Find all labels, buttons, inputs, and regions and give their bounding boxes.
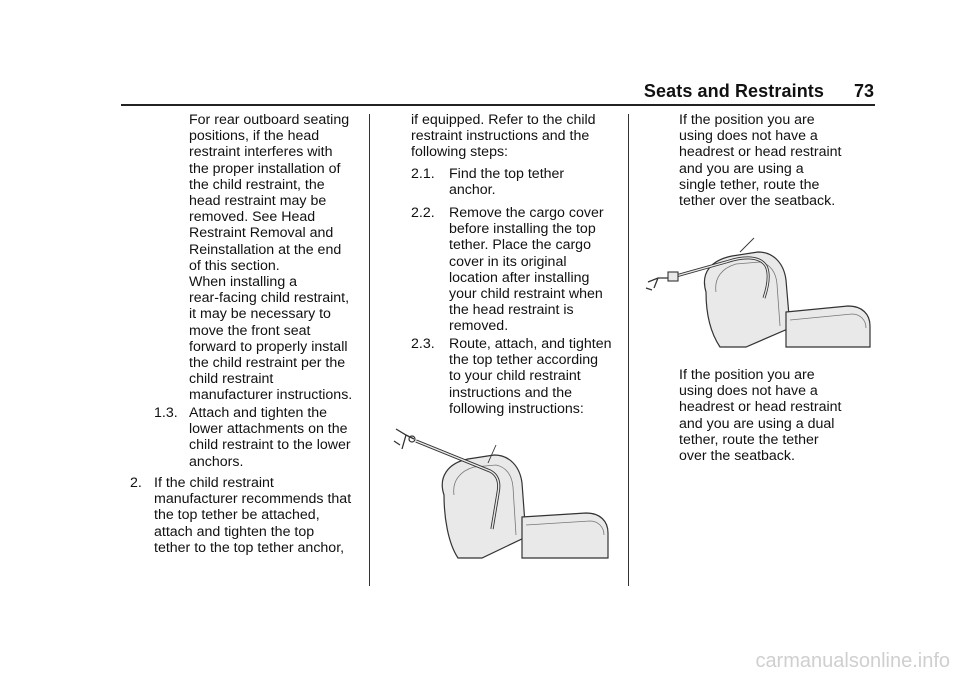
column-divider-1 <box>369 114 370 586</box>
step-text-1-3: Attach and tighten the lower attachments on the child restraint to the lower anchors. <box>189 405 351 470</box>
paragraph-dual-tether: If the position you are using does not have a headrest or head restraint and you are using a dual tether, route the tether over the seatback. <box>679 367 842 465</box>
seat-cushion-shape <box>522 513 608 558</box>
paragraph-refer-instructions: if equipped. Refer to the child restraint instructions and the following steps: <box>411 112 596 161</box>
footer-watermark: carmanualsonline.info <box>755 650 950 672</box>
step-number-2-1: 2.1. <box>411 166 435 182</box>
seatback-shape-2 <box>704 252 790 347</box>
page-header-title: Seats and Restraints <box>643 81 824 101</box>
paragraph-single-tether: If the position you are using does not have a headrest or head restraint and you are using a single tether, route the tether over the seatback. <box>679 112 842 210</box>
step-text-2-2: Remove the cargo cover before installing the top tether. Place the cargo cover in its original location after installing your child restraint when the head restraint is removed. <box>449 205 604 335</box>
single-tether-seat-illustration-2 <box>642 232 872 348</box>
paragraph-head-restraint-note: For rear outboard seating positions, if the head restraint interferes with the proper installation of the child restraint, the head restraint may be removed. See Head Restraint Removal and Reinstallation at the end of this section. <box>189 112 350 274</box>
header-rule <box>121 104 875 106</box>
paragraph-rear-facing-note: When installing a rear-facing child restraint, it may be necessary to move the front seat forward to properly install the child restraint per the child restraint manufacturer instructions. <box>189 274 353 404</box>
step-number-2-3: 2.3. <box>411 336 435 352</box>
column-divider-2 <box>628 114 629 586</box>
tether-hook <box>394 429 414 449</box>
step-text-2-1: Find the top tether anchor. <box>449 166 565 199</box>
step-number-1-3: 1.3. <box>154 405 178 421</box>
step-number-2: 2. <box>130 475 142 491</box>
seatback-shape <box>442 455 526 558</box>
step-number-2-2: 2.2. <box>411 205 435 221</box>
step-text-2-3: Route, attach, and tighten the top tether according to your child restraint instructions and the following instructions: <box>449 336 612 417</box>
tether-hook-2 <box>646 278 668 290</box>
seat-cushion-shape-2 <box>786 306 870 347</box>
page-number: 73 <box>853 81 874 101</box>
single-tether-seat-illustration <box>386 425 614 560</box>
step-text-2: If the child restraint manufacturer recommends that the top tether be attached, attach and tighten the top tether to the top tether anchor, <box>154 475 352 556</box>
